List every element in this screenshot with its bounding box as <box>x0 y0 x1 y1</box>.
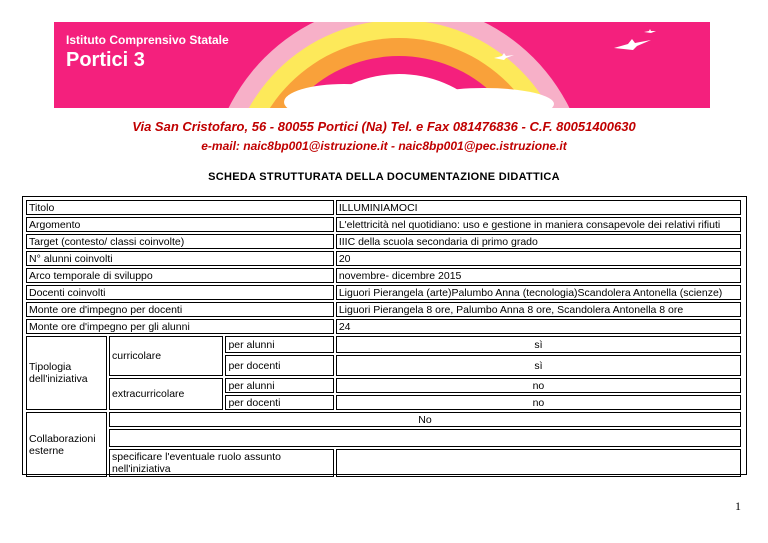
tipologia-label: Tipologia dell'iniziativa <box>26 336 107 410</box>
extracurricolare-per-docenti-label: per docenti <box>225 395 333 410</box>
table-row <box>26 217 741 232</box>
row-value-monte-ore-alunni: 24 <box>336 319 741 334</box>
school-address: Via San Cristofaro, 56 - 80055 Portici (Na) Tel. e Fax 081476836 - C.F. 80051400630 <box>132 119 636 134</box>
ruolo-value <box>336 449 741 477</box>
school-name: Istituto Comprensivo Statale <box>66 33 229 47</box>
row-label-titolo: Titolo <box>26 200 334 215</box>
table-row <box>26 251 741 266</box>
school-banner <box>54 22 710 108</box>
row-value-alunni: 20 <box>336 251 741 266</box>
curricolare-per-docenti-label: per docenti <box>225 355 333 376</box>
extracurricolare-per-alunni-value: no <box>336 378 741 393</box>
collaborazioni-value: No <box>109 412 741 427</box>
row-value-docenti: Liguori Pierangela (arte)Palumbo Anna (tecnologia)Scandolera Antonella (scienze) <box>336 285 741 300</box>
curricolare-per-alunni-label: per alunni <box>225 336 333 353</box>
row-label-docenti: Docenti coinvolti <box>26 285 334 300</box>
row-label-monte-ore-alunni: Monte ore d'impegno per gli alunni <box>26 319 334 334</box>
table-row <box>26 200 741 215</box>
curricolare-per-alunni-value: sì <box>336 336 741 353</box>
table-row <box>26 268 741 283</box>
row-label-argomento: Argomento <box>26 217 334 232</box>
collaborazioni-spacer <box>109 429 741 447</box>
row-value-arco-temporale: novembre- dicembre 2015 <box>336 268 741 283</box>
row-value-argomento: L'elettricità nel quotidiano: uso e gestione in maniera consapevole dei relativi rifiuti <box>336 217 741 232</box>
table-row <box>26 302 741 317</box>
table-row <box>26 412 741 427</box>
ruolo-label: specificare l'eventuale ruolo assunto nell'iniziativa <box>109 449 334 477</box>
documentation-table <box>24 198 743 479</box>
collaborazioni-label: Collaborazioni esterne <box>26 412 107 477</box>
table-row <box>26 285 741 300</box>
extracurricolare-per-docenti-value: no <box>336 395 741 410</box>
page-number: 1 <box>735 499 741 513</box>
row-label-alunni: N° alunni coinvolti <box>26 251 334 266</box>
table-row <box>26 336 741 353</box>
extracurricolare-label: extracurricolare <box>109 378 223 410</box>
row-label-target: Target (contesto/ classi coinvolte) <box>26 234 334 249</box>
table-row <box>26 378 741 393</box>
row-value-monte-ore-docenti: Liguori Pierangela 8 ore, Palumbo Anna 8 ore, Scandolera Antonella 8 ore <box>336 302 741 317</box>
table-row <box>26 449 741 477</box>
table-row <box>26 429 741 447</box>
row-value-target: IIIC della scuola secondaria di primo grado <box>336 234 741 249</box>
row-label-monte-ore-docenti: Monte ore d'impegno per docenti <box>26 302 334 317</box>
extracurricolare-per-alunni-label: per alunni <box>225 378 333 393</box>
row-value-titolo: ILLUMINIAMOCI <box>336 200 741 215</box>
curricolare-label: curricolare <box>109 336 223 376</box>
table-row <box>26 319 741 334</box>
row-label-arco-temporale: Arco temporale di sviluppo <box>26 268 334 283</box>
curricolare-per-docenti-value: sì <box>336 355 741 376</box>
table-row <box>26 234 741 249</box>
school-city: Portici 3 <box>66 49 145 71</box>
school-email: e-mail: naic8bp001@istruzione.it - naic8bp001@pec.istruzione.it <box>201 139 567 153</box>
document-title: SCHEDA STRUTTURATA DELLA DOCUMENTAZIONE DIDATTICA <box>208 171 560 183</box>
